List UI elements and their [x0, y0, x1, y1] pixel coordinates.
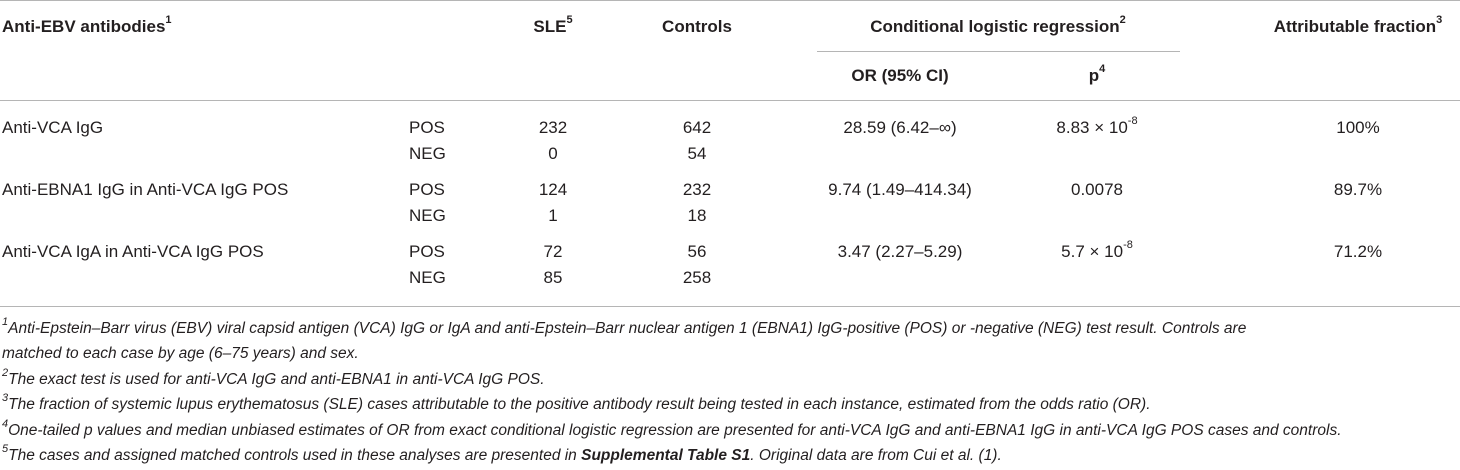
row-pos-label: POS: [409, 242, 445, 261]
sle-neg-value: 0: [548, 144, 558, 163]
row-neg-label: NEG: [409, 268, 446, 287]
controls-pos-value: 56: [687, 242, 707, 261]
header-p: $p^4$: [1088, 63, 1106, 85]
row-neg-label: NEG: [409, 206, 446, 225]
row-pos-label: POS: [409, 118, 445, 137]
sle-neg-value: 1: [548, 206, 558, 225]
footnote-2: $^2$The exact test is used for anti-VCA IgG and anti-EBNA1 in anti-VCA IgG POS.: [2, 366, 545, 388]
header-conditional-logistic-regression: Conditional logistic regression$^2$: [870, 14, 1126, 36]
sle-pos-value: 124: [538, 180, 568, 199]
attributable-fraction-value: 89.7%: [1333, 180, 1383, 199]
or-ci-value: 9.74 (1.49–414.34): [828, 180, 972, 199]
controls-pos-value: 642: [682, 118, 712, 137]
top-rule: [0, 0, 1460, 1]
sle-pos-value: 72: [543, 242, 563, 261]
row-pos-label: POS: [409, 180, 445, 199]
footnote-5: $^5$The cases and assigned matched controls used in these analyses are presented in Supplemental Table S1. Original data are from Cui et al. (1).: [2, 442, 1002, 464]
p-value: $5.7 \times 10^{-8}$: [1061, 239, 1133, 261]
footnote-4: $^4$One-tailed p values and median unbiased estimates of OR from exact conditional logistic regression are presented for anti-VCA IgG and anti-EBNA1 IgG in anti-VCA IgG POS cases and controls.: [2, 417, 1342, 439]
header-bottom-rule: [0, 100, 1460, 101]
regression-subheader-rule: [817, 51, 1180, 52]
footnote-1: $^1$Anti-Epstein–Barr virus (EBV) viral capsid antigen (VCA) IgG or IgA and anti-Epstein–Barr nuclear antigen 1 (EBNA1) IgG-positive (POS) or -negative (NEG) test result. Controls are: [2, 315, 1247, 337]
table-bottom-rule: [0, 306, 1460, 307]
controls-pos-value: 232: [682, 180, 712, 199]
p-value: $8.83 \times 10^{-8}$: [1056, 115, 1138, 137]
controls-neg-value: 54: [687, 144, 707, 163]
controls-neg-value: 258: [682, 268, 712, 287]
row-label: Anti-VCA IgG: [2, 118, 104, 137]
p-value: 0.0078: [1071, 180, 1123, 199]
or-ci-value: 3.47 (2.27–5.29): [837, 242, 963, 261]
footnote-3: $^3$The fraction of systemic lupus erythematosus (SLE) cases attributable to the positive antibody result being tested in each instance, estimated from the odds ratio (OR).: [2, 391, 1151, 413]
sle-neg-value: 85: [543, 268, 563, 287]
header-attributable-fraction: Attributable fraction$^3$: [1273, 14, 1443, 36]
header-or-ci: OR (95% CI): [851, 66, 949, 85]
header-sle: SLE$^5$: [533, 14, 573, 36]
attributable-fraction-value: 71.2%: [1333, 242, 1383, 261]
header-anti-ebv-antibodies: Anti-EBV antibodies$^1$: [2, 14, 172, 36]
row-neg-label: NEG: [409, 144, 446, 163]
attributable-fraction-value: 100%: [1336, 118, 1380, 137]
supplemental-table-link[interactable]: Supplemental Table S1: [581, 447, 751, 464]
footnote-1-continued: matched to each case by age (6–75 years) and sex.: [2, 345, 359, 362]
header-controls: Controls: [662, 17, 732, 36]
row-label: Anti-VCA IgA in Anti-VCA IgG POS: [2, 242, 264, 261]
or-ci-value: 28.59 (6.42–∞): [843, 118, 957, 137]
controls-neg-value: 18: [687, 206, 707, 225]
sle-pos-value: 232: [538, 118, 568, 137]
row-label: Anti-EBNA1 IgG in Anti-VCA IgG POS: [2, 180, 289, 199]
